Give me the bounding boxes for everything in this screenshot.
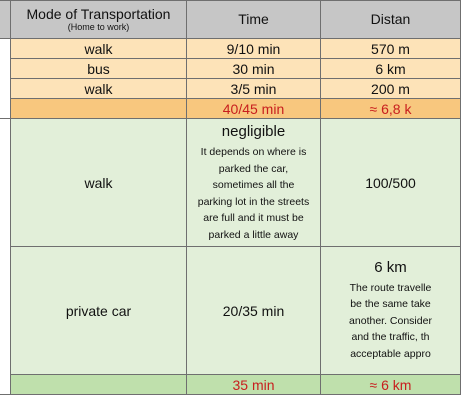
distance-cell: 100/500 [321,119,461,247]
time-header-cell [187,1,321,39]
table-row [0,39,461,59]
time-note-line: parking lot in the streets [197,195,310,208]
distance-note-line: acceptable appro [350,347,431,360]
section-a-left-edge-cell [0,39,11,119]
time-header-title: Time [238,10,269,27]
time-note-cell [187,119,321,247]
distance-cell: 200 m [321,79,461,99]
distance-cell: 6 km [321,59,461,79]
distance-header-cell [321,1,461,39]
distance-note-line: another. Consider [349,314,432,327]
time-note-line: sometimes all the [212,179,295,191]
total-mode-cell [11,99,187,119]
distance-note-line: The route travelle [349,281,432,294]
mode-header-title: Mode of Transportation [26,6,171,22]
mode-cell: private car [11,247,187,375]
table-row [0,59,461,79]
time-cell: 3/5 min [187,79,321,99]
time-note-title: negligible [221,123,286,140]
distance-note-line: and the traffic, th [351,331,430,344]
table-header [0,1,461,39]
table-row [0,247,461,375]
distance-header-title: Distan [370,10,411,27]
distance-note-box [321,247,460,374]
time-note-line: It depends on where is [200,146,307,158]
mode-cell: walk [11,119,187,247]
distance-note-title: 6 km [374,258,407,276]
distance-note-line: be the same take [350,298,431,311]
distance-note-cell [321,247,461,375]
mode-header-cell [11,1,187,39]
total-mode-cell [11,375,187,395]
header-left-edge-cell [0,1,11,39]
distance-cell: 570 m [321,39,461,59]
table-row [0,79,461,99]
mode-cell: walk [11,39,187,59]
total-time-cell: 35 min [187,375,321,395]
mode-cell: walk [11,79,187,99]
header-row [0,1,461,39]
time-note-box [187,119,320,246]
section-b-total-row [0,375,461,395]
total-distance-cell: ≈ 6,8 k [321,99,461,119]
table-body [0,39,461,395]
mode-cell: bus [11,59,187,79]
time-note-line: are full and it must be [203,212,304,224]
time-note-line: parked a little away [208,228,299,241]
section-a-total-row [0,99,461,119]
total-distance-cell: ≈ 6 km [321,375,461,395]
time-cell: 9/10 min [187,39,321,59]
time-cell: 30 min [187,59,321,79]
total-time-cell: 40/45 min [187,99,321,119]
table-row [0,119,461,247]
section-b-left-edge-cell [0,119,11,395]
time-cell: 20/35 min [187,247,321,375]
mode-header-subtitle: (Home to work) [67,22,130,32]
time-note-line: parked the car, [218,162,289,175]
